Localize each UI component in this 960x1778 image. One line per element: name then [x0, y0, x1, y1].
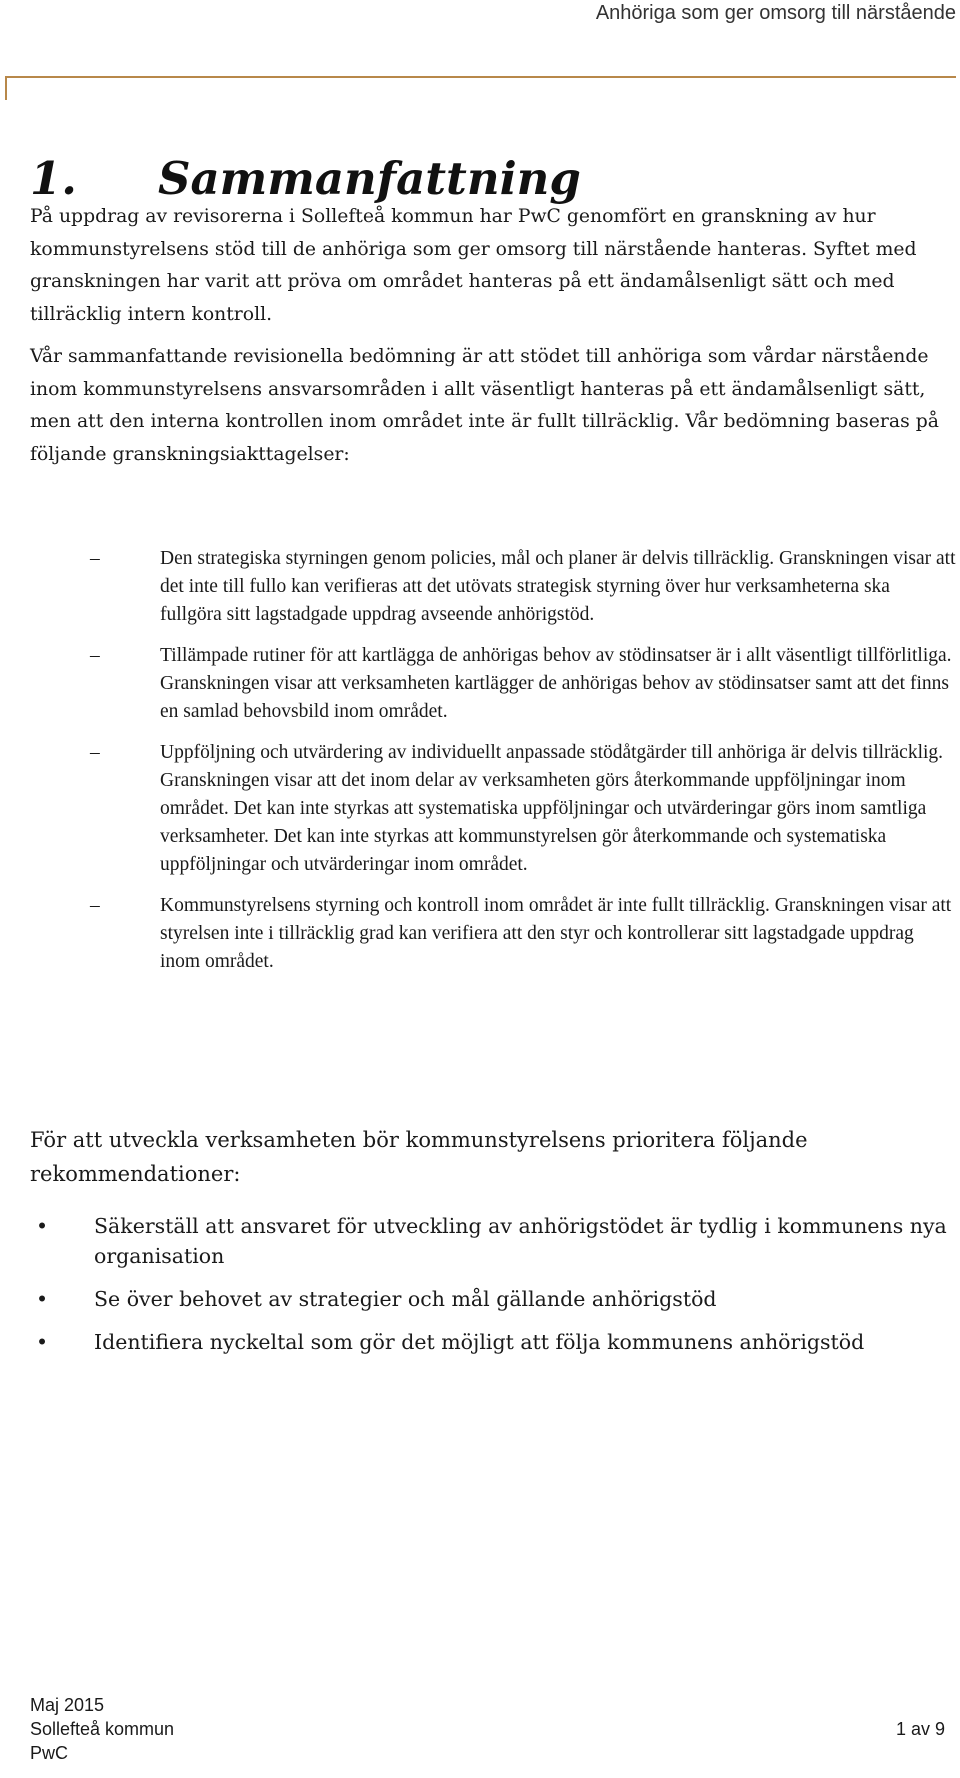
running-header: Anhöriga som ger omsorg till närstående [595, 2, 956, 24]
bullet-marker: • [36, 1330, 49, 1354]
header-rule-tick [5, 76, 7, 100]
recommendation-text: Identifiera nyckeltal som gör det möjligt att följa kommunens anhörigstöd [94, 1330, 865, 1354]
bullet-marker: • [36, 1287, 49, 1311]
recommendations-intro: För att utveckla verksamheten bör kommunstyrelsens prioritera följande rekommendationer: [30, 1128, 808, 1186]
finding-item [90, 739, 956, 879]
finding-item [90, 892, 956, 976]
finding-text: Uppföljning och utvärdering av individuellt anpassade stödåtgärder till anhöriga är delvis tillräcklig. Granskningen visar att det inom delar av verksamheten görs återkommande uppföljningar inom området. Det kan inte styrkas att systematiska uppföljningar och utvärderingar görs inom samtliga verksamheter. Det kan inte styrkas att kommunstyrelsen gör återkommande och systematiska uppföljningar och utvärderingar inom området. [160, 742, 944, 875]
footer [30, 1693, 174, 1765]
page-title [30, 152, 581, 205]
page-number: 1 av 9 [895, 1719, 945, 1739]
footer-company: PwC [30, 1743, 69, 1763]
finding-text: Den strategiska styrningen genom policies, mål och planer är delvis tillräcklig. Granskningen visar att det inte till fullo kan verifieras att det utövats strategisk styrning över hur verksamheterna ska fullgöra sitt lagstadgade uppdrag avseende anhörigstöd. [160, 548, 956, 625]
bullet-marker: • [36, 1214, 49, 1238]
finding-item [90, 545, 956, 629]
recommendation-item [30, 1327, 956, 1357]
dash-marker: – [90, 742, 100, 763]
finding-text: Tillämpade rutiner för att kartlägga de anhörigas behov av stödinsatser är i allt väsentligt tillförlitliga. Granskningen visar att verksamheten kartlägger de anhörigas behov av stödinsatser samt att det finns en samlad behovsbild inom området. [160, 645, 952, 722]
recommendations-list [30, 1211, 956, 1370]
footer-date: Maj 2015 [30, 1695, 105, 1715]
finding-item [90, 642, 956, 726]
findings-list [90, 545, 956, 989]
intro-paragraph-2: Vår sammanfattande revisionella bedömning är att stödet till anhöriga som vårdar närstående inom kommunstyrelsens ansvarsområden i allt väsentligt hanteras på ett ändamålsenligt sätt, men att den interna kontrollen inom området inte är fullt tillräcklig. Vår bedömning baseras på följande granskningsiakttagelser: [30, 346, 939, 465]
intro-paragraph-1: På uppdrag av revisorerna i Sollefteå kommun har PwC genomfört en granskning av hur kommunstyrelsens stöd till de anhöriga som ger omsorg till närstående hanteras. Syftet med granskningen har varit att pröva om området hanteras på ett ändamålsenligt sätt och med tillräcklig intern kontroll. [30, 206, 917, 325]
recommendation-item [30, 1284, 956, 1314]
recommendation-item [30, 1211, 956, 1271]
dash-marker: – [90, 645, 100, 666]
dash-marker: – [90, 548, 100, 569]
section-title: Sammanfattning [158, 152, 581, 205]
footer-municipality: Sollefteå kommun [30, 1719, 175, 1739]
finding-text: Kommunstyrelsens styrning och kontroll inom området är inte fullt tillräcklig. Granskningen visar att styrelsen inte i tillräcklig grad kan verifiera att den styr och kontrollerar sitt lagstadgade uppdrag inom området. [160, 895, 952, 972]
dash-marker: – [90, 895, 100, 916]
header-rule [5, 76, 956, 78]
recommendation-text: Säkerställ att ansvaret för utveckling av anhörigstödet är tydlig i kommunens nya organisation [94, 1214, 947, 1268]
section-number: 1. [30, 152, 77, 205]
recommendation-text: Se över behovet av strategier och mål gällande anhörigstöd [94, 1287, 717, 1311]
